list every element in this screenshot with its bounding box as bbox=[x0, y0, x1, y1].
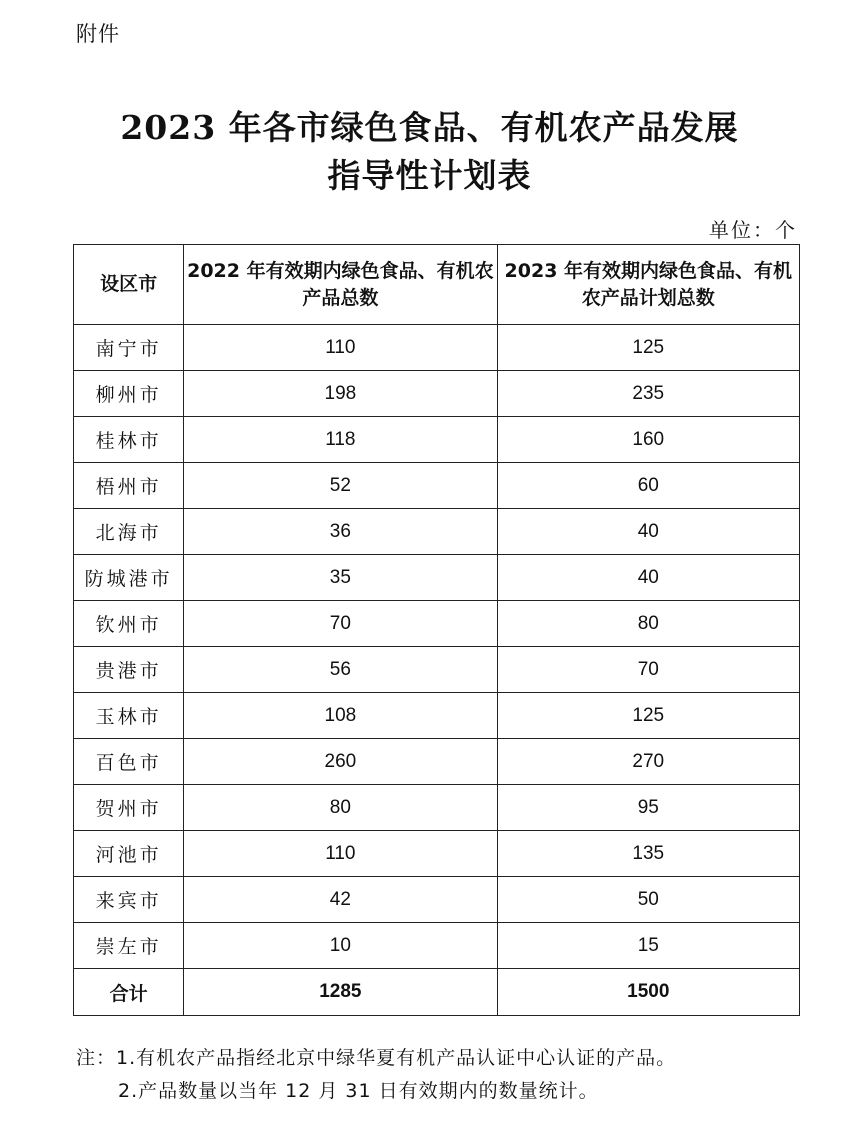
count-2022: 110 bbox=[184, 831, 497, 877]
city-name: 桂林市 bbox=[74, 417, 184, 463]
count-2022: 198 bbox=[184, 371, 497, 417]
count-2022: 56 bbox=[184, 647, 497, 693]
note-1: 注：1.有机农产品指经北京中绿华夏有机产品认证中心认证的产品。 bbox=[76, 1047, 677, 1069]
count-2023: 40 bbox=[497, 509, 799, 555]
table-row bbox=[74, 831, 800, 877]
city-name: 北海市 bbox=[74, 509, 184, 555]
title-line-1: 2023 年各市绿色食品、有机农产品发展 bbox=[120, 108, 739, 147]
count-2022: 70 bbox=[184, 601, 497, 647]
count-2023: 80 bbox=[497, 601, 799, 647]
count-2022: 118 bbox=[184, 417, 497, 463]
count-2023: 270 bbox=[497, 739, 799, 785]
table-row bbox=[74, 417, 800, 463]
total-label: 合计 bbox=[74, 969, 184, 1016]
attachment-label: 附件 bbox=[76, 22, 120, 46]
count-2023: 160 bbox=[497, 417, 799, 463]
count-2023: 125 bbox=[497, 325, 799, 371]
city-name: 贵港市 bbox=[74, 647, 184, 693]
count-2022: 35 bbox=[184, 555, 497, 601]
count-2023: 135 bbox=[497, 831, 799, 877]
city-name: 来宾市 bbox=[74, 877, 184, 923]
city-name: 崇左市 bbox=[74, 923, 184, 969]
count-2022: 10 bbox=[184, 923, 497, 969]
count-2023: 95 bbox=[497, 785, 799, 831]
note-2: 2.产品数量以当年 12 月 31 日有效期内的数量统计。 bbox=[118, 1080, 599, 1102]
city-name: 玉林市 bbox=[74, 693, 184, 739]
title-line-2: 指导性计划表 bbox=[327, 156, 532, 195]
page-title bbox=[0, 104, 859, 200]
count-2022: 110 bbox=[184, 325, 497, 371]
city-name: 河池市 bbox=[74, 831, 184, 877]
count-2022: 260 bbox=[184, 739, 497, 785]
header-city: 设区市 bbox=[74, 245, 184, 325]
city-name: 百色市 bbox=[74, 739, 184, 785]
header-2023-plan: 2023 年有效期内绿色食品、有机农产品计划总数 bbox=[497, 245, 799, 325]
total-2022: 1285 bbox=[184, 969, 497, 1016]
table-row bbox=[74, 325, 800, 371]
plan-table bbox=[73, 244, 800, 1016]
count-2022: 80 bbox=[184, 785, 497, 831]
notes bbox=[76, 1042, 676, 1108]
table-row bbox=[74, 693, 800, 739]
count-2023: 70 bbox=[497, 647, 799, 693]
table-row bbox=[74, 601, 800, 647]
table-row bbox=[74, 785, 800, 831]
table-header-row bbox=[74, 245, 800, 325]
count-2023: 125 bbox=[497, 693, 799, 739]
count-2023: 60 bbox=[497, 463, 799, 509]
unit-label: 单位：个 bbox=[709, 218, 797, 242]
table-row bbox=[74, 555, 800, 601]
table-row bbox=[74, 647, 800, 693]
city-name: 钦州市 bbox=[74, 601, 184, 647]
table-row bbox=[74, 509, 800, 555]
table-row bbox=[74, 463, 800, 509]
city-name: 梧州市 bbox=[74, 463, 184, 509]
city-name: 防城港市 bbox=[74, 555, 184, 601]
table-row bbox=[74, 877, 800, 923]
count-2022: 42 bbox=[184, 877, 497, 923]
table-row bbox=[74, 371, 800, 417]
count-2023: 50 bbox=[497, 877, 799, 923]
city-name: 南宁市 bbox=[74, 325, 184, 371]
table-row bbox=[74, 739, 800, 785]
city-name: 柳州市 bbox=[74, 371, 184, 417]
count-2022: 108 bbox=[184, 693, 497, 739]
total-2023: 1500 bbox=[497, 969, 799, 1016]
total-row bbox=[74, 969, 800, 1016]
city-name: 贺州市 bbox=[74, 785, 184, 831]
count-2022: 36 bbox=[184, 509, 497, 555]
header-2022-total: 2022 年有效期内绿色食品、有机农产品总数 bbox=[184, 245, 497, 325]
count-2022: 52 bbox=[184, 463, 497, 509]
count-2023: 235 bbox=[497, 371, 799, 417]
count-2023: 15 bbox=[497, 923, 799, 969]
table-row bbox=[74, 923, 800, 969]
count-2023: 40 bbox=[497, 555, 799, 601]
